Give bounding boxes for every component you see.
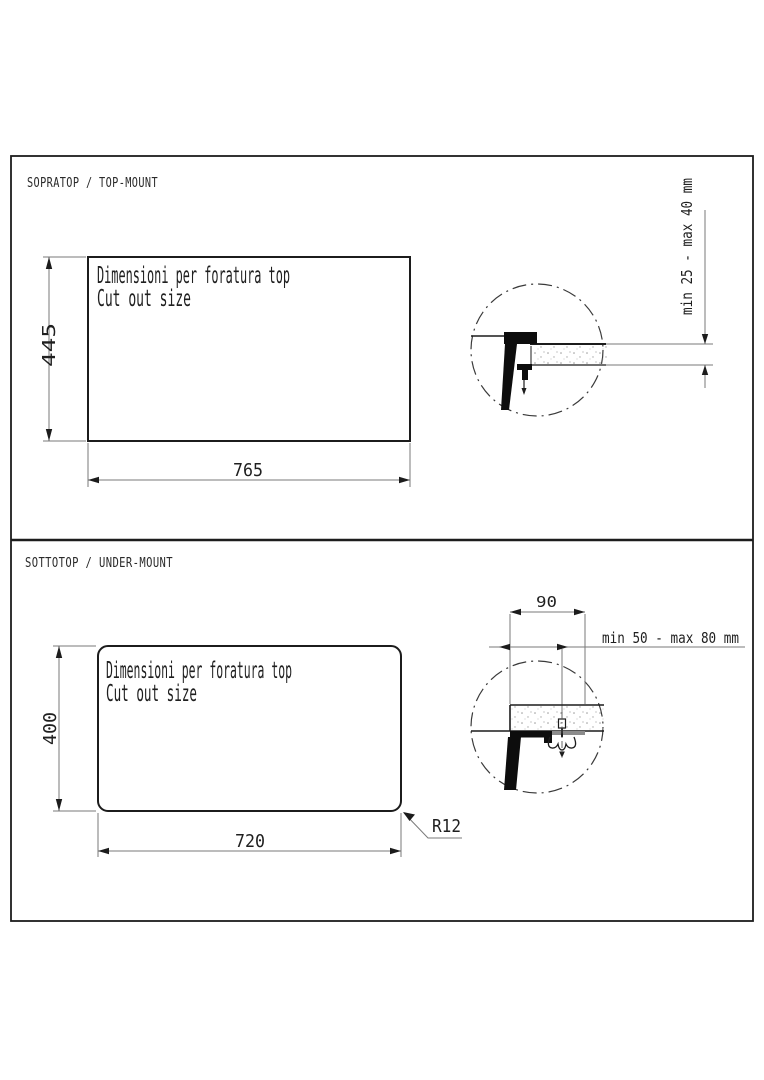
top-mount-panel [27,152,713,487]
panel-title: SOPRATOP / TOP-MOUNT [27,176,158,191]
countertop-slab [511,706,604,731]
gasket-strip [552,731,585,735]
dimension-height [39,257,86,441]
under-mount-section-detail [471,593,745,793]
corner-radius-value: R12 [432,816,461,837]
under-mount-panel [25,556,745,857]
sink-bowl-wall [501,344,517,410]
dimension-width [98,813,401,857]
corner-radius-callout [403,812,462,838]
clamp-span-value: 90 [536,593,557,611]
sink-rim [504,332,537,344]
thickness-note: min 50 - max 80 mm [602,629,739,647]
dim-height-value: 445 [39,334,60,367]
dimension-height [40,646,96,811]
top-mount-section-detail [471,152,713,416]
dim-width-value: 720 [235,831,265,852]
sink-bowl-wall [504,737,521,790]
dim-width-value: 765 [233,460,263,481]
cutout-note-line1: Dimensioni per foratura top [106,658,292,684]
dimension-width [88,443,410,487]
cutout-note-line2: Cut out size [106,681,197,707]
cutout-note-line2: Cut out size [97,286,191,312]
dim-height-value: 400 [40,712,61,745]
countertop-slab [531,345,607,365]
panel-title: SOTTOTOP / UNDER-MOUNT [25,556,173,571]
thickness-note: min 25 - max 40 mm [678,152,696,315]
cutout-note-line1: Dimensioni per foratura top [97,263,290,289]
